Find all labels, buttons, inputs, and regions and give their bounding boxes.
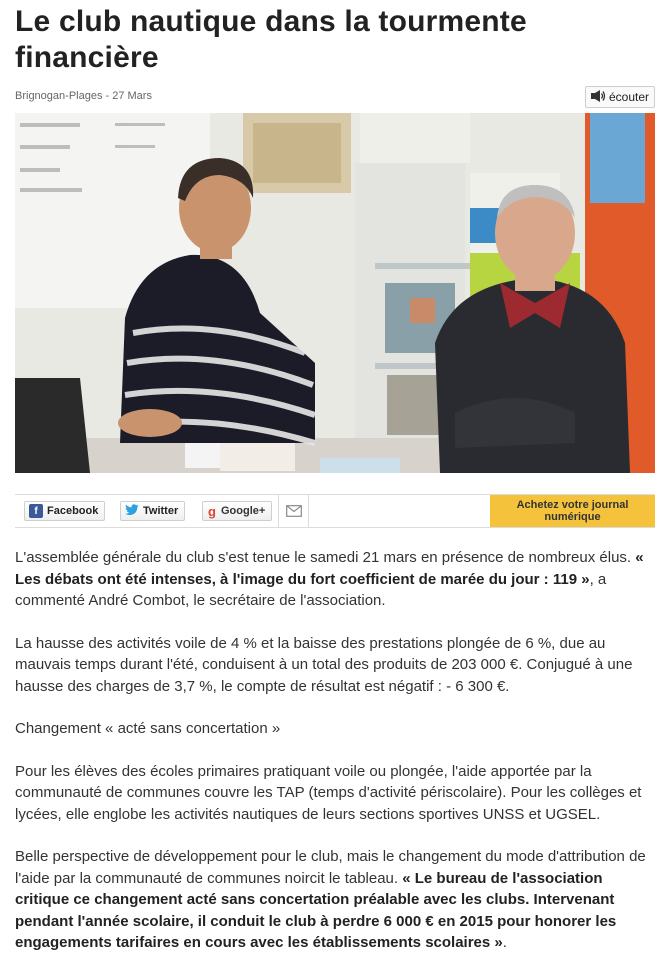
paragraph: Belle perspective de développement pour le club, mais le changement du mode d'attribution de l'aide par la communauté de communes noircit le tableau. « Le bureau de l'association critique ce changement acté sans concertation préalable avec les clubs. Intervenant pendant l'année scolaire, il conduit le club à perdre 6 000 € en 2015 pour honorer les engagements tarifaires en cours avec les établissements scolaires ». [15,848,646,951]
email-share-button[interactable] [286,504,302,522]
google-plus-label: Google+ [221,505,266,517]
quote: « Les débats ont été intenses, à l'image du fort coefficient de marée du jour : 119 » [15,549,644,588]
twitter-label: Twitter [143,505,179,517]
listen-button[interactable] [585,86,655,108]
facebook-icon: f [29,504,43,518]
article-header [15,0,655,110]
facebook-label: Facebook [47,505,99,517]
article-photo [15,113,655,473]
quote: « Le bureau de l'association critique ce changement acté sans concertation préalable avec les clubs. Intervenant pendant l'année scolaire, il conduit le club à perdre 6 000 € en 2015 pour honorer les engagements tarifaires en cours avec les établissements scolaires » [15,869,617,951]
buy-digital-edition-button[interactable] [490,495,655,527]
google-plus-share-button[interactable] [202,501,272,521]
paragraph: La hausse des activités voile de 4 % et la baisse des prestations plongée de 6 %, due au mauvais temps durant l'été, conduisent à un total des produits de 203 000 €. Conjugué à une hausse des charges de 3,7 %, le compte de résultat est négatif : - 6 300 €. [15,634,633,695]
paragraph: L'assemblée générale du club s'est tenue le samedi 21 mars en présence de nombreux élus. « Les débats ont été intenses, à l'image du fort coefficient de marée du jour : 119 », a commenté André Combot, le secrétaire de l'association. [15,549,644,609]
facebook-share-button[interactable] [24,501,105,521]
paragraph: Pour les élèves des écoles primaires pratiquant voile ou plongée, l'aide apportée par la communauté de communes couvre les TAP (temps d'activité périscolaire). Pour les collèges et lycées, elle englobe les activités nautiques de leurs sections sportives UNSS et UGSEL. [15,762,642,823]
article-meta [15,86,655,110]
article-body [15,547,657,975]
share-bar [15,494,655,528]
subheading: Changement « acté sans concertation » [15,720,281,737]
buy-label: Achetez votre journal numérique [516,499,629,523]
listen-label: écouter [608,90,649,104]
divider [278,495,279,527]
google-plus-icon: g [208,503,216,519]
twitter-share-button[interactable] [120,501,185,521]
divider [308,495,309,527]
envelope-icon [286,504,302,521]
twitter-bird-icon [125,504,139,519]
article-dateline: Brignogan-Plages - 27 Mars [15,90,152,102]
speaker-icon [590,89,606,106]
article-title: Le club nautique dans la tourmente financière [15,5,527,74]
